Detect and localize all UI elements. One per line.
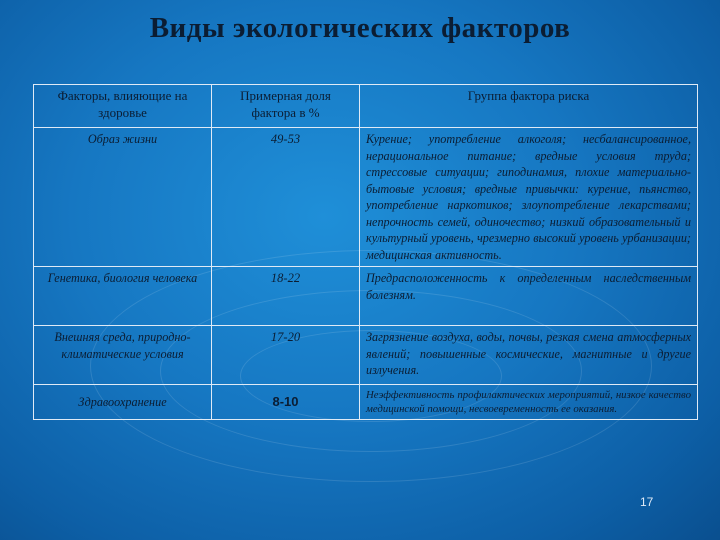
risk-description-cell: Предрасположенность к определенным наследственным болезням. [360, 267, 698, 326]
slide-title: Виды экологических факторов [149, 12, 571, 44]
factors-table [33, 84, 698, 420]
header-share: Примерная доля фактора в % [212, 85, 360, 128]
factor-cell: Образ жизни [34, 128, 212, 267]
share-cell: 18-22 [212, 267, 360, 326]
table-row [34, 385, 698, 420]
header-factors: Факторы, влияющие на здоровье [34, 85, 212, 128]
table-header-row [34, 85, 698, 128]
risk-description-cell: Неэффективность профилактических мероприятий, низкое качество медицинской помощи, несвоевременность ее оказания. [360, 385, 698, 420]
risk-description-cell: Загрязнение воздуха, воды, почвы, резкая смена атмосферных явлений; повышенные космические, магнитные и другие излучения. [360, 326, 698, 385]
factor-cell: Здравоохранение [34, 385, 212, 420]
table-row [34, 326, 698, 385]
factor-cell: Внешняя среда, природно-климатические условия [34, 326, 212, 385]
factor-cell: Генетика, биология человека [34, 267, 212, 326]
table-row [34, 267, 698, 326]
share-cell: 8-10 [212, 385, 360, 420]
share-cell: 49-53 [212, 128, 360, 267]
risk-description-cell: Курение; употребление алкоголя; несбалансированное, нерациональное питание; вредные условия труда; стрессовые ситуации; гиподинамия, плохие материально-бытовые условия; вредные привычки: курение, пьянство, употребление наркотиков; злоупотребление лекарствами; непрочность семей, одиночество; низкий образовательный и культурный уровень, чрезмерно высокий уровень урбанизации; медицинская активность. [360, 128, 698, 267]
header-risk-group: Группа фактора риска [360, 85, 698, 128]
table-row [34, 128, 698, 267]
page-number: 17 [640, 495, 654, 509]
share-cell: 17-20 [212, 326, 360, 385]
